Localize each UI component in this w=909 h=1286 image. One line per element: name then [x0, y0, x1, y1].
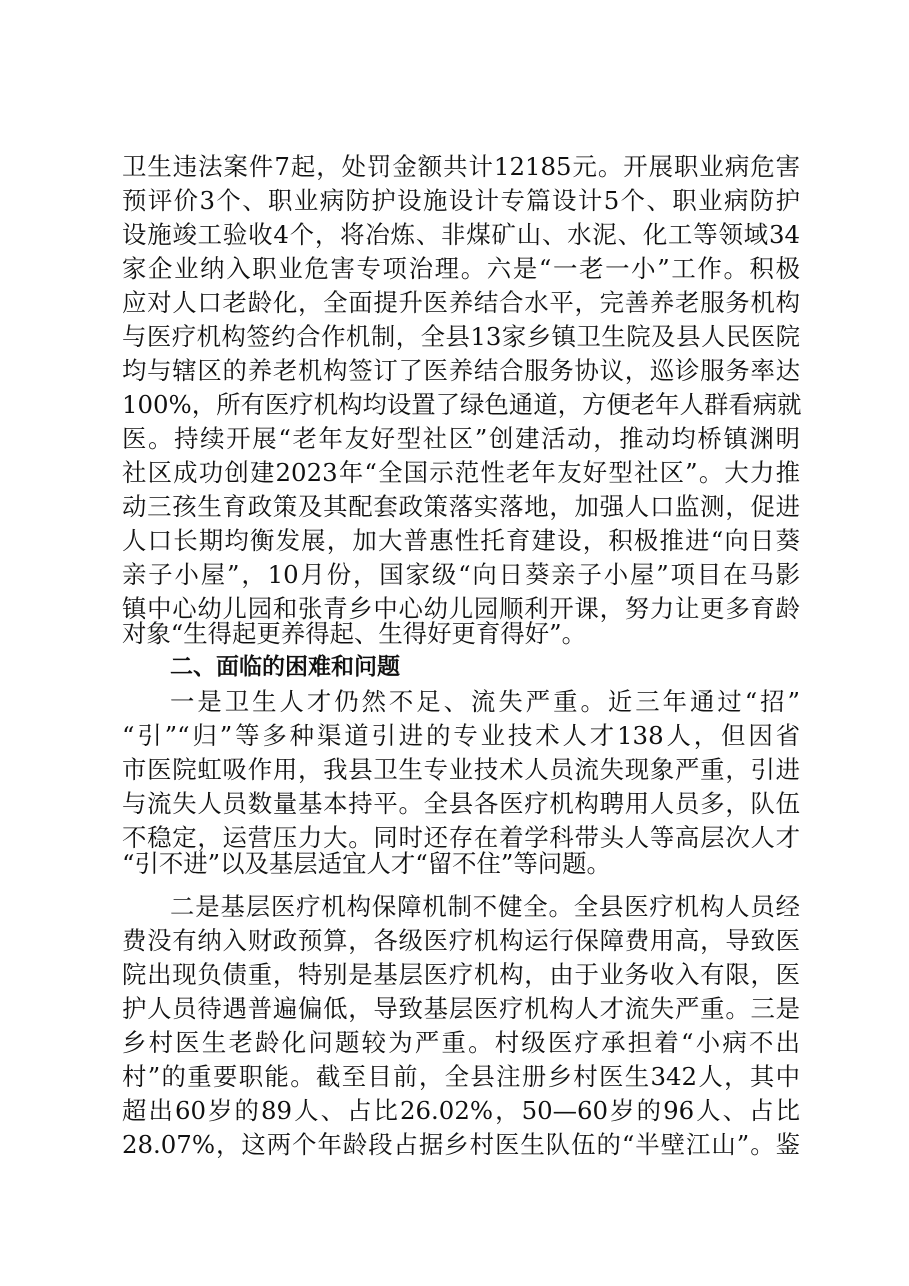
body-line: 卫生违法案件7起，处罚金额共计12185元。开展职业病危害: [122, 152, 800, 181]
body-line: 市医院虹吸作用，我县卫生专业技术人员流失现象严重，引进: [122, 755, 800, 784]
body-line: 动三孩生育政策及其配套政策落实落地，加强人口监测，促进: [122, 492, 800, 521]
body-line: 超出60岁的89人、占比26.02%，50—60岁的96人、占比: [122, 1096, 800, 1125]
body-line: 社区成功创建2023年“全国示范性老年友好型社区”。大力推: [122, 458, 800, 487]
body-line: 院出现负债重，特别是基层医疗机构，由于业务收入有限，医: [122, 960, 800, 989]
body-line: 均与辖区的养老机构签订了医养结合服务协议，巡诊服务率达: [122, 356, 800, 385]
body-line: 与医疗机构签约合作机制，全县13家乡镇卫生院及县人民医院: [122, 322, 800, 351]
body-line: 不稳定，运营压力大。同时还存在着学科带头人等高层次人才: [122, 823, 800, 852]
body-line: 护人员待遇普遍偏低，导致基层医疗机构人才流失严重。三是: [122, 994, 800, 1023]
body-line: 亲子小屋”，10月份，国家级“向日葵亲子小屋”项目在马影: [122, 560, 800, 589]
body-line: 费没有纳入财政预算，各级医疗机构运行保障费用高，导致医: [122, 926, 800, 955]
paragraph-first-line: 一是卫生人才仍然不足、流失严重。近三年通过“招”: [170, 687, 800, 716]
body-line: 村”的重要职能。截至目前，全县注册乡村医生342人，其中: [122, 1062, 800, 1091]
section-heading: 二、面临的困难和问题: [170, 654, 400, 680]
body-line: 100%，所有医疗机构均设置了绿色通道，方便老年人群看病就: [122, 390, 802, 419]
body-line: 医。持续开展“老年友好型社区”创建活动，推动均桥镇渊明: [122, 424, 800, 453]
body-line: 乡村医生老龄化问题较为严重。村级医疗承担着“小病不出: [122, 1028, 800, 1057]
body-line: 对象“生得起更养得起、生得好更育得好”。: [122, 619, 586, 648]
body-line: 家企业纳入职业危害专项治理。六是“一老一小”工作。积极: [122, 254, 800, 283]
body-line: “引不进”以及基层适宜人才“留不住”等问题。: [122, 849, 611, 878]
body-line: 应对人口老龄化，全面提升医养结合水平，完善养老服务机构: [122, 288, 800, 317]
paragraph-first-line: 二是基层医疗机构保障机制不健全。全县医疗机构人员经: [170, 892, 800, 921]
body-line: 预评价3个、职业病防护设施设计专篇设计5个、职业病防护: [122, 186, 800, 215]
body-line: 设施竣工验收4个，将冶炼、非煤矿山、水泥、化工等领域34: [122, 220, 800, 249]
body-line: 镇中心幼儿园和张青乡中心幼儿园顺利开课，努力让更多育龄: [122, 594, 800, 623]
body-line: 人口长期均衡发展，加大普惠性托育建设，积极推进“向日葵: [122, 526, 800, 555]
body-line: 28.07%，这两个年龄段占据乡村医生队伍的“半壁江山”。鉴: [122, 1130, 800, 1159]
body-line: 与流失人员数量基本持平。全县各医疗机构聘用人员多，队伍: [122, 789, 800, 818]
body-line: “引”“归”等多种渠道引进的专业技术人才138人，但因省: [122, 721, 800, 750]
